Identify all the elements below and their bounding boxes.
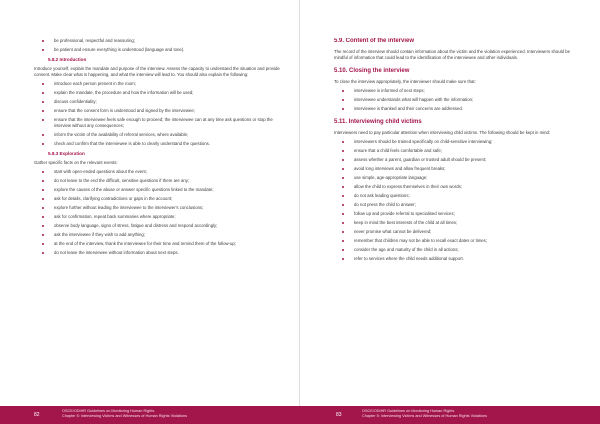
intro-bullet-list: [34, 38, 282, 53]
list-item: keep in mind the best interests of the child at all times;: [334, 220, 582, 226]
list-item: introduce each person present in the room;: [34, 81, 282, 87]
right-page: [300, 0, 600, 424]
list-item: start with open-ended questions about the event;: [34, 169, 282, 175]
list-item: avoid long interviews and allow frequent breaks;: [334, 166, 582, 172]
footer-text: [362, 409, 487, 419]
section-heading-child-victims: 5.11. Interviewing child victims: [334, 119, 422, 125]
list-item: do not leave to the end the difficult, sensitive questions if there are any;: [34, 178, 282, 184]
list-item: ask for details, clarifying contradictions or gaps in the account;: [34, 196, 282, 202]
list-item: interviewee understands what will happen with the information;: [334, 97, 582, 103]
list-item: interviewee is informed of next steps;: [334, 88, 582, 94]
list-item: check and confirm that the interviewee is able to clearly understand the questions.: [34, 141, 282, 147]
content-paragraph: The record of the interview should contain information about the victim and the violation experienced. Interviewers should be mindful of information that could lead to the identification of the interviewee and other individuals.: [334, 49, 570, 60]
list-item: explore the causes of the abuse or answer specific questions linked to the mandate;: [34, 187, 282, 193]
left-page-content: [34, 38, 282, 402]
section-heading-closing: 5.10. Closing the interview: [334, 68, 410, 74]
list-item: inform the victim of the availability of referral services, where available;: [34, 132, 282, 138]
subheading-exploration: 5.8.3 Exploration: [48, 151, 85, 156]
footer-title: OSCE/ODIHR Guidelines on Monitoring Human Rights: [62, 409, 155, 413]
list-item: assess whether a parent, guardian or trusted adult should be present;: [334, 157, 582, 163]
list-item: follow up and provide referral to specialised services;: [334, 211, 582, 217]
list-item: ensure that the consent form is understood and signed by the interviewee;: [34, 108, 282, 114]
list-item: do not press the child to answer;: [334, 202, 582, 208]
list-item: interviewee is thanked and their concerns are addressed.: [334, 106, 582, 112]
page-footer-bar: [0, 406, 300, 424]
child-victims-paragraph: Interviewers need to pay particular attention when interviewing child victims. The following should be kept in mind:: [334, 130, 551, 135]
footer-title: OSCE/ODIHR Guidelines on Monitoring Human Rights: [362, 409, 455, 413]
list-item: be professional, respectful and reassuring;: [34, 38, 282, 44]
page-footer-bar: [300, 406, 600, 424]
list-item: use simple, age-appropriate language;: [334, 175, 582, 181]
page-number: 83: [336, 412, 342, 418]
list-item: interviewers should be trained specifically on child-sensitive interviewing;: [334, 139, 582, 145]
list-item: be patient and ensure everything is understood (language and tone).: [34, 47, 282, 53]
child-item-list: [334, 139, 582, 262]
list-item: refer to services where the child needs additional support.: [334, 256, 582, 262]
list-item: allow the child to express themselves in their own words;: [334, 184, 582, 190]
list-item: consider the age and maturity of the child in all actions;: [334, 247, 582, 253]
list-item: discuss confidentiality;: [34, 99, 282, 105]
list-item: at the end of the interview, thank the interviewee for their time and remind them of the follow-up;: [34, 241, 282, 247]
list-item: explore further without leading the interviewee to the interviewer's conclusions;: [34, 205, 282, 211]
footer-chapter: Chapter 5: Interviewing Victims and Witnesses of Human Rights Violations: [62, 414, 188, 418]
subheading-introduction: 5.8.2 Introduction: [48, 57, 87, 62]
footer-text: [62, 409, 187, 419]
intro-paragraph: Introduce yourself, explain the mandate and purpose of the interview. Assess the capacity to understand the situation and provide consent. Make clear what is happening, and what the interview will lead to. You should also explain the following:: [34, 66, 280, 77]
list-item: do not ask leading questions;: [334, 193, 582, 199]
section-heading-content: 5.9. Content of the interview: [334, 38, 415, 44]
list-item: ask the interviewee if they wish to add anything;: [34, 232, 282, 238]
list-item: remember that children may not be able to recall exact dates or times;: [334, 238, 582, 244]
page-number: 82: [34, 412, 40, 418]
list-item: explain the mandate, the procedure and how the information will be used;: [34, 90, 282, 96]
intro-item-list: [34, 81, 282, 147]
right-page-content: [334, 38, 582, 402]
exploration-item-list: [34, 169, 282, 256]
list-item: ensure that the interviewee feels safe enough to proceed; the interviewee can at any time ask questions or stop the interview without any consequences;: [34, 117, 282, 129]
list-item: ask for confirmation, repeat back summaries where appropriate;: [34, 214, 282, 220]
list-item: ensure that a child feels comfortable and safe;: [334, 148, 582, 154]
closing-item-list: [334, 88, 582, 112]
list-item: observe body language, signs of stress, fatigue and distress and respond accordingly;: [34, 223, 282, 229]
closing-paragraph: To close the interview appropriately, the interviewer should make sure that:: [334, 79, 476, 84]
list-item: do not leave the interviewee without information about next steps.: [34, 250, 282, 256]
list-item: never promise what cannot be delivered;: [334, 229, 582, 235]
exploration-paragraph: Gather specific facts on the relevant events:: [34, 160, 118, 165]
footer-chapter: Chapter 5: Interviewing Victims and Witnesses of Human Rights Violations: [362, 414, 488, 418]
